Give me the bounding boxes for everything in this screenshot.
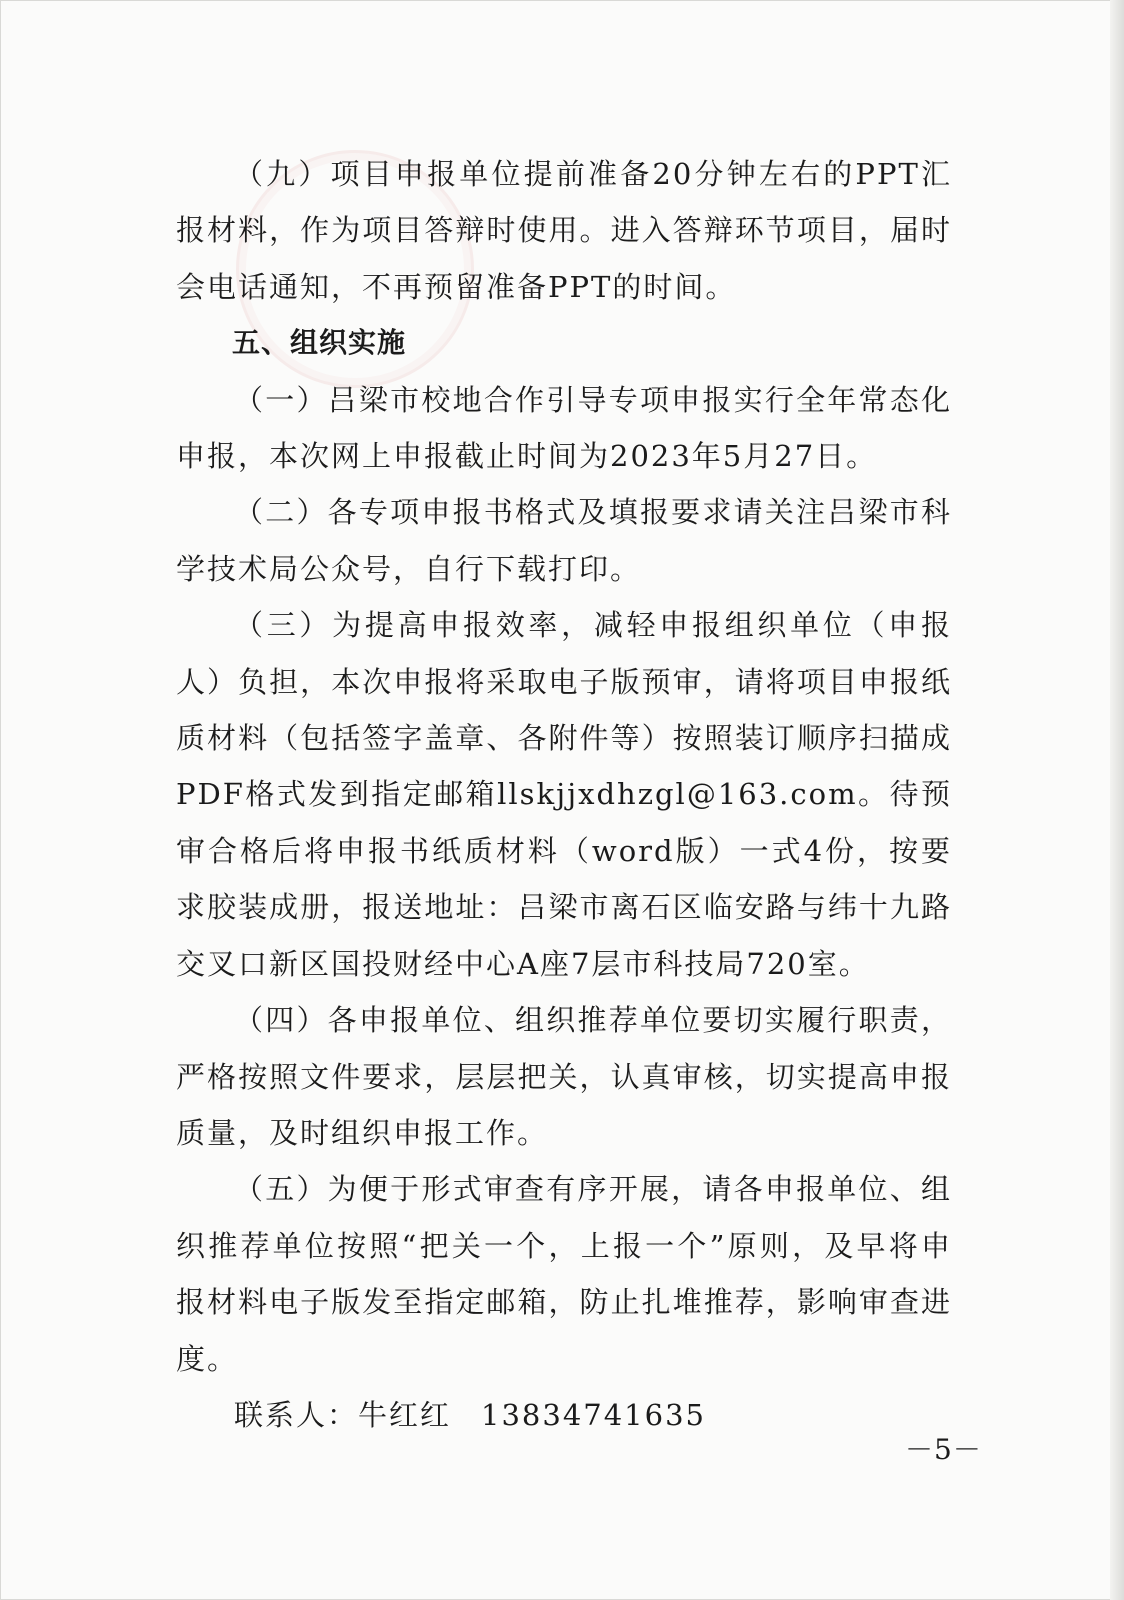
paragraph-3-preview: （三）为提高申报效率，减轻申报组织单位（申报人）负担，本次申报将采取电子版预审，请将项目申报纸质材料（包括签字盖章、各附件等）按照装订顺序扫描成PDF格式发到指定邮箱llskjjxdhzgl@163.com。待预审合格后将申报书纸质材料（word版）一式4份，按要求胶装成册，报送地址：吕梁市离石区临安路与纬十九路交叉口新区国投财经中心A座7层市科技局720室。: [176, 608, 952, 981]
page-number: －5－: [905, 1433, 982, 1466]
section-heading-organization: 五、组织实施: [232, 326, 407, 360]
contact-person: 联系人：牛红红: [234, 1397, 452, 1432]
document-body: [176, 146, 952, 1443]
paragraph-5-review: （五）为便于形式审查有序开展，请各申报单位、组织推荐单位按照“把关一个，上报一个”原则，及早将申报材料电子版发至指定邮箱，防止扎堆推荐，影响审查进度。: [176, 1172, 952, 1376]
paragraph-4-duties: （四）各申报单位、组织推荐单位要切实履行职责，严格按照文件要求，层层把关，认真审核，切实提高申报质量，及时组织申报工作。: [176, 1003, 952, 1150]
contact-phone: 13834741635: [481, 1397, 706, 1432]
page-edge-shadow: [1110, 0, 1124, 1600]
contact-line: [176, 1387, 952, 1443]
paragraph-9-ppt: （九）项目申报单位提前准备20分钟左右的PPT汇报材料，作为项目答辩时使用。进入答辩环节项目，届时会电话通知，不再预留准备PPT的时间。: [176, 157, 952, 304]
paragraph-2-format: （二）各专项申报书格式及填报要求请关注吕梁市科学技术局公众号，自行下载打印。: [176, 495, 952, 586]
paragraph-1-deadline: （一）吕梁市校地合作引导专项申报实行全年常态化申报，本次网上申报截止时间为2023年5月27日。: [176, 382, 952, 474]
